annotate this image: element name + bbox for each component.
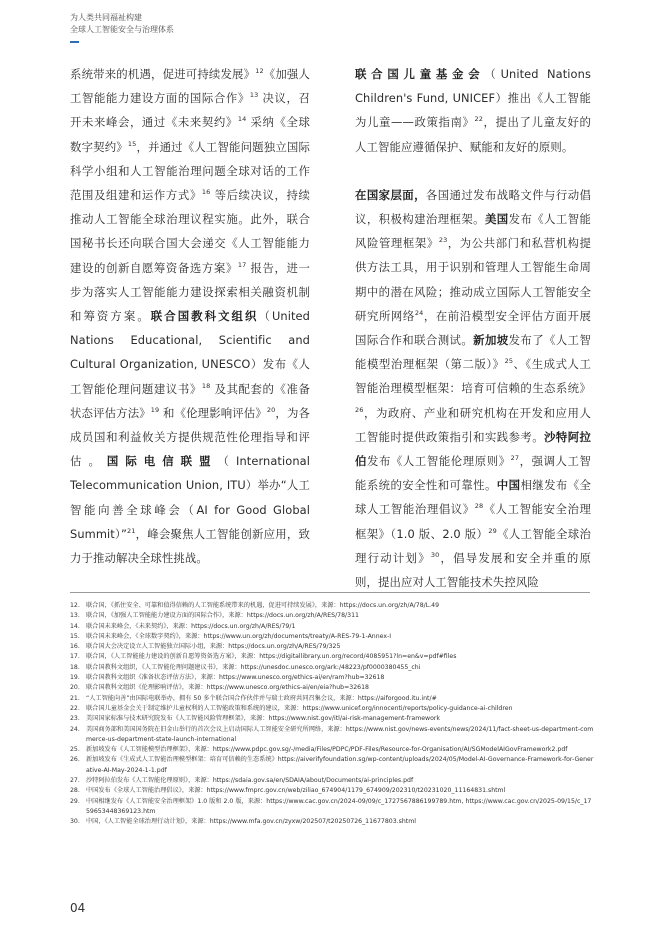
footnote-text[interactable]: 美国国家标准与技术研究院发布《人工智能风险管理框架》，来源：https://www.nist.gov/itl/ai-risk-management-framework — [86, 715, 440, 723]
footnote-number: 13. — [70, 612, 80, 620]
footnote-item — [70, 652, 594, 662]
footnote-text[interactable]: 联合国大会决定设立人工智能独立国际小组，来源：https://docs.un.org/zh/A/RES/79/325 — [86, 643, 341, 651]
footnote-number: 16. — [70, 643, 80, 651]
header-line-2: 全球人工智能安全与治理体系 — [70, 25, 174, 34]
footnote-number: 23. — [70, 715, 80, 723]
footnote-text[interactable]: 联合国教科文组织《准备状态评估方法》，来源：https://www.unesco.org/ethics-ai/en/ram?hub=32618 — [86, 674, 385, 682]
footnote-number: 15. — [70, 632, 80, 640]
footnote-ref[interactable]: 22 — [474, 115, 483, 124]
country-china: 中国 — [496, 478, 521, 493]
national-level-lead: 在国家层面， — [355, 187, 426, 202]
footnote-item — [70, 817, 594, 827]
footnote-item — [70, 694, 594, 704]
footnote-number: 22. — [70, 704, 80, 712]
footnote-text[interactable]: 中国相继发布《人工智能安全治理框架》1.0 版和 2.0 版，来源：https://www.cac.gov.cn/2024-09/09/c_1727567886199789.htm, https://www.cac.gov.cn/2025-09/15/c_1759653448369123.htm — [86, 797, 592, 815]
footnote-number: 12. — [70, 602, 80, 609]
footnote-ref[interactable]: 27 — [510, 454, 520, 463]
footnote-text[interactable]: 联合国，《人工智能能力建设的创新自愿筹资备选方案》，来源：https://digitallibrary.un.org/record/4085951?ln=en&v=pdf#files — [86, 653, 457, 661]
footnote-text[interactable]: 联合国教科文组织，《人工智能伦理问题建议书》，来源：https://unesdoc.unesco.org/ark:/48223/pf0000380455_chi — [86, 663, 421, 671]
right-column — [355, 62, 591, 594]
footnote-text[interactable]: 新加坡发布《生成式人工智能治理模型框架：培育可信赖的生态系统》https://aiverifyfoundation.sg/wp-content/uploads/2024/05/Model-AI-Governance-Framework-for-Generative-AI-May-2024-1-1.pdf — [86, 756, 594, 774]
footnote-text[interactable]: 联合国儿童基金会关于制定维护儿童权利的人工智能政策和系统的建议，来源：https://www.unicef.org/innocenti/reports/policy-guidance-ai-children — [86, 704, 513, 712]
footnote-item — [70, 622, 594, 632]
footnote-ref[interactable]: 13 — [249, 91, 259, 100]
footnote-item — [70, 611, 594, 621]
footnote-number: 19. — [70, 674, 80, 682]
org-name-itu: 国际电信联盟 — [106, 454, 218, 469]
left-column — [70, 62, 310, 570]
footnote-item — [70, 745, 594, 755]
footnote-number: 29. — [70, 797, 80, 805]
footnote-text[interactable]: 联合国，《加强人工智能能力建设方面的国际合作》，来源：https://docs.un.org/zh/A/RES/78/311 — [86, 612, 359, 620]
footnote-item — [70, 776, 594, 786]
page-number: 04 — [70, 901, 86, 915]
footnote-ref[interactable]: 23 — [438, 236, 448, 245]
footnote-ref[interactable]: 14 — [237, 115, 247, 124]
header-line-1: 为人类共同福祉构建 — [70, 13, 142, 22]
footnote-text[interactable]: 中国发布《全球人工智能治理倡议》，来源：https://www.fmprc.gov.cn/web/ziliao_674904/1179_674909/202310/t20231020_11164831.shtml — [86, 787, 506, 795]
footnote-item — [70, 673, 594, 683]
footnote-ref[interactable]: 25 — [504, 357, 514, 366]
right-paragraph-unicef: 联合国儿童基金会（United Nations Children's Fund, UNICEF）推出《人工智能为儿童——政策指南》$^{22}$，提出了儿童友好的人工智能应遵循保护、赋能和友好的原则。 — [355, 67, 591, 154]
org-name-unicef: 联合国儿童基金会 — [355, 67, 485, 81]
footnote-number: 18. — [70, 663, 80, 671]
footnote-ref[interactable]: 19 — [150, 406, 160, 415]
footnote-ref[interactable]: 20 — [266, 406, 276, 415]
org-name-unesco: 联合国教科文组织 — [150, 309, 259, 324]
footnote-item — [70, 755, 594, 776]
footnote-ref[interactable]: 18 — [201, 381, 211, 390]
footnote-text[interactable]: 沙特阿拉伯发布《人工智能伦理原则》，来源：https://sdaia.gov.sa/en/SDAIA/about/Documents/ai-principles.pdf — [86, 777, 414, 785]
footnote-item — [70, 632, 594, 642]
footnote-item — [70, 642, 594, 652]
footnote-ref[interactable]: 28 — [474, 502, 484, 511]
footnote-text[interactable]: 联合国未来峰会，《全球数字契约》，来源：https://www.un.org/zh/documents/treaty/A-RES-79-1-Annex-I — [86, 632, 392, 640]
right-paragraph-national: 在国家层面，各国通过发布战略文件与行动倡议，积极构建治理框架。美国发布《人工智能风险管理框架》$^{23}$，为公共部门和私营机构提供方法工具，用于识别和管理人工智能生命周期中的潜在风险；推动成立国际人工智能安全研究所网络$^{24}$，在前沿模型安全评估方面开展国际合作和联合测试。新加坡发布了《人工智能模型治理框架（第二版）》$^{25}$、《生成式人工智能治理模型框架：培育可信赖的生态系统》$^{26}$，为政府、产业和研究机构在开发和应用人工智能时提供政策指引和实践参考。沙特阿拉伯发布《人工智能伦理原则》$^{27}$，强调人工智能系统的安全性和可靠性。中国相继发布《全球人工智能治理倡议》$^{28}$《人工智能安全治理框架》（1.0 版、2.0 版）$^{29}$《人工智能全球治理行动计划》$^{30}$，倡导发展和安全并重的原则，提出应对人工智能技术失控风险 — [355, 187, 592, 590]
header-accent-bar — [70, 41, 79, 43]
footnote-text[interactable]: 中国，《人工智能全球治理行动计划》，来源：https://www.mfa.gov.cn/zyxw/202507/t20250726_11677803.shtml — [86, 818, 416, 826]
footnote-item — [70, 683, 594, 693]
running-header — [70, 12, 174, 36]
footnote-ref[interactable]: 24 — [414, 309, 424, 318]
footnote-text[interactable]: 联合国，《抓住安全、可靠和值得信赖的人工智能系统带来的机遇，促进可持续发展》，来源：https://docs.un.org/zh/A/78/L.49 — [86, 602, 440, 609]
footnote-ref[interactable]: 17 — [237, 260, 247, 269]
footnote-item — [70, 704, 594, 714]
footnote-number: 21. — [70, 694, 80, 702]
footnote-ref[interactable]: 30 — [430, 551, 440, 560]
footnote-text[interactable]: 美国商务部和美国国务院在旧金山举行的首次会议上启动国际人工智能安全研究所网络，来源：https://www.nist.gov/news-events/news/2024/11/fact-sheet-us-department-commerce-us-department-state-launch-international — [86, 725, 594, 743]
left-paragraph: 系统带来的机遇，促进可持续发展》$^{12}$《加强人工智能能力建设方面的国际合作》$^{13}$ 决议，召开未来峰会，通过《未来契约》$^{14}$ 采纳《全球数字契约》$^{15}$，并通过《人工智能问题独立国际科学小组和人工智能治理问题全球对话的工作范围及组建和运作方式》$^{16}$ 等后续决议，持续推动人工智能全球治理议程实施。此外，联合国秘书长还向联合国大会递交《人工智能能力建设的创新自愿筹资备选方案》$^{17}$ 报告，进一步为落实人工智能能力建设探索相关融资机制和筹资方案。联合国教科文组织（United Nations Educational, Scientific and Cultural Organization, UNESCO）发布《人工智能伦理问题建议书》$^{18}$ 及其配套的《准备状态评估方法》$^{19}$ 和《伦理影响评估》$^{20}$，为各成员国和利益攸关方提供规范性伦理指导和评估。国际电信联盟（International Telecommunication Union, ITU）举办“人工智能向善全球峰会（AI for Good Global Summit）”$^{21}$，峰会聚焦人工智能创新应用，致力于推动解决全球性挑战。 — [70, 67, 310, 566]
footnote-number: 27. — [70, 777, 80, 785]
footnote-number: 25. — [70, 746, 80, 754]
footnote-item — [70, 786, 594, 796]
footnote-number: 14. — [70, 622, 80, 630]
footnote-text[interactable]: 联合国教科文组织《伦理影响评估》，来源：https://www.unesco.org/ethics-ai/en/eia?hub=32618 — [86, 684, 369, 692]
footnote-number: 30. — [70, 818, 80, 826]
footnote-ref[interactable]: 29 — [488, 526, 497, 535]
footnote-ref[interactable]: 21 — [126, 527, 136, 536]
footnote-item — [70, 714, 594, 724]
footnote-ref[interactable]: 26 — [355, 405, 364, 414]
footnote-number: 20. — [70, 684, 80, 692]
footnote-text[interactable]: 新加坡发布《人工智能模型治理框架》，来源：https://www.pdpc.gov.sg/-/media/Files/PDPC/PDF-Files/Resource-for-Organisation/AI/SGModelAIGovFramework2.pdf — [86, 746, 568, 754]
footnote-item — [70, 663, 594, 673]
footnote-list — [70, 601, 594, 828]
footnote-number: 24. — [70, 725, 80, 733]
country-saudi-arabia: 沙特阿拉伯 — [355, 429, 591, 469]
footnote-ref[interactable]: 16 — [201, 188, 211, 197]
footnote-number: 26. — [70, 756, 80, 764]
footnote-text[interactable]: “人工智能向善”由国际电联举办，拥有 50 多个联合国合作伙伴并与瑞士政府共同召集会议，来源：https://aiforgood.itu.int/# — [86, 694, 437, 702]
footnote-number: 28. — [70, 787, 80, 795]
footnote-ref[interactable]: 15 — [127, 139, 137, 148]
footnote-item — [70, 725, 594, 746]
footnote-item — [70, 601, 594, 611]
footnote-text[interactable]: 联合国未来峰会，《未来契约》，来源：https://docs.un.org/zh/A/RES/79/1 — [86, 622, 296, 630]
footnote-item — [70, 797, 594, 818]
footnote-divider — [70, 592, 590, 593]
country-usa: 美国 — [484, 212, 509, 227]
footnote-number: 17. — [70, 653, 80, 661]
country-singapore: 新加坡 — [473, 333, 509, 348]
footnote-ref[interactable]: 12 — [255, 67, 264, 76]
